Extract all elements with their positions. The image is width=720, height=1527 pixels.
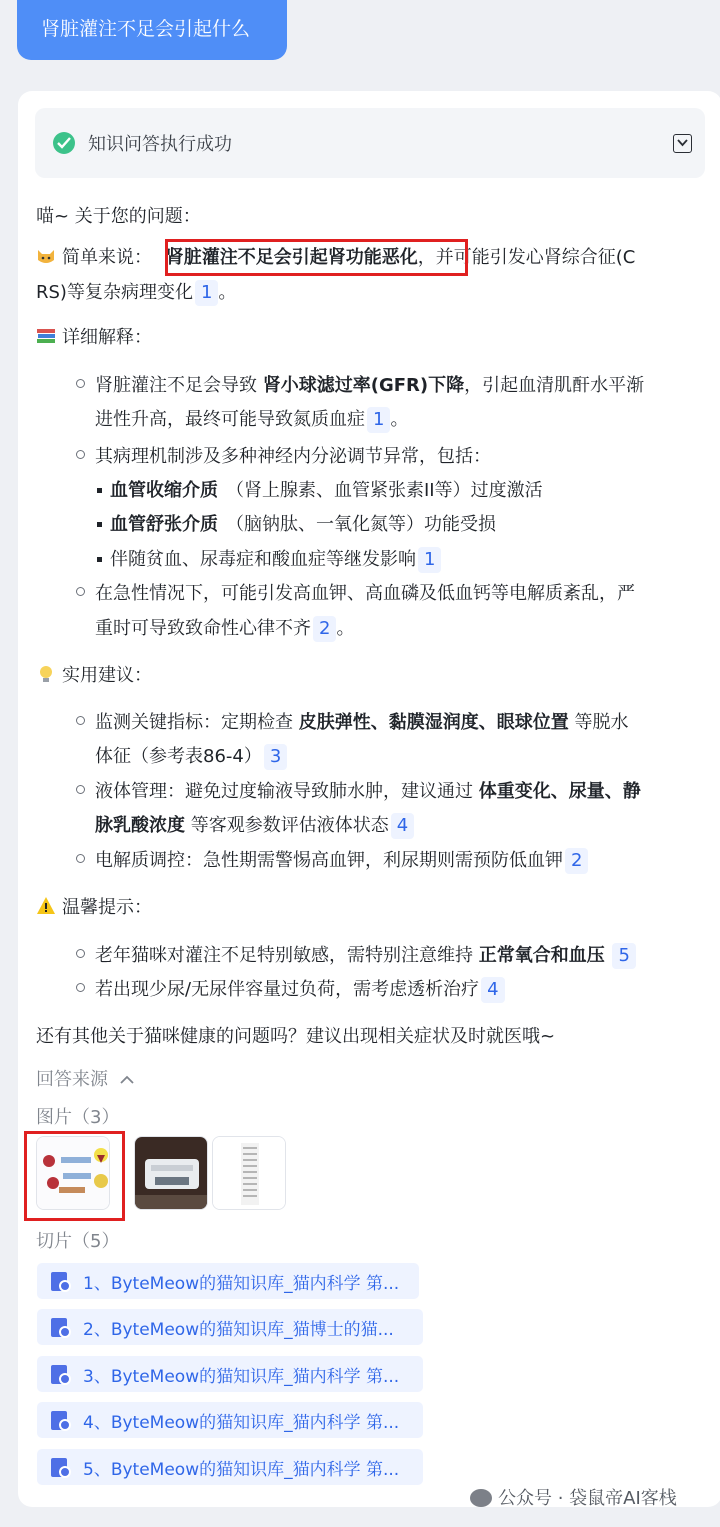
citation-badge[interactable]: 2 xyxy=(313,616,336,642)
wechat-icon xyxy=(470,1489,492,1507)
watermark-text: 公众号 · 袋鼠帝AI客栈 xyxy=(498,1488,677,1509)
check-icon xyxy=(53,132,75,154)
image-thumbnail-3[interactable] xyxy=(212,1136,286,1210)
greeting: 喵~ 关于您的问题： xyxy=(36,206,201,227)
bullet-dot xyxy=(76,854,85,863)
detail-sub-2 xyxy=(110,508,496,542)
detail-item-3-line-1: 在急性情况下，可能引发高血钾、高血磷及低血钙等电解质紊乱，严 xyxy=(95,583,635,604)
d3-text-b: 重时可导致致命性心律不齐 xyxy=(95,618,311,639)
detail-sub-3 xyxy=(110,543,441,577)
sources-label: 回答来源 xyxy=(36,1069,108,1090)
sub-bullet xyxy=(97,557,102,562)
a1-text: 监测关键指标：定期检查 xyxy=(95,712,293,733)
bullet-dot xyxy=(76,949,85,958)
a2-bold-2: 脉乳酸浓度 xyxy=(95,815,185,836)
images-label: 图片（3） xyxy=(36,1107,120,1128)
sub2-rest: （脑钠肽、一氧化氮等）功能受损 xyxy=(226,514,496,535)
advice-item-1-line-2 xyxy=(95,740,287,774)
tip-item-2 xyxy=(95,973,505,1007)
citation-badge[interactable]: 4 xyxy=(481,977,504,1003)
slice-label: 1、ByteMeow的猫知识库_猫内科学 第... xyxy=(83,1274,400,1294)
detail-sub-1 xyxy=(110,474,543,508)
tip-title-text: 温馨提示： xyxy=(62,897,152,918)
slice-item[interactable] xyxy=(37,1263,419,1299)
detail-title xyxy=(36,321,152,355)
watermark xyxy=(470,1484,677,1510)
a2-bold: 体重变化、尿量、静 xyxy=(478,781,641,802)
document-search-icon xyxy=(51,1365,67,1384)
status-text: 知识问答执行成功 xyxy=(88,134,232,155)
tip-item-1 xyxy=(95,939,636,973)
status-bar xyxy=(35,108,705,178)
detail-title-text: 详细解释： xyxy=(62,327,152,348)
a2-text: 液体管理：避免过度输液导致肺水肿，建议通过 xyxy=(95,781,473,802)
bullet-dot xyxy=(76,379,85,388)
chevron-up-icon xyxy=(120,1075,134,1085)
slices-label: 切片（5） xyxy=(36,1231,120,1252)
closing-text: 还有其他关于猫咪健康的问题吗？建议出现相关症状及时就医哦~ xyxy=(36,1026,556,1047)
sub1-bold: 血管收缩介质 xyxy=(110,480,218,501)
citation-badge[interactable]: 3 xyxy=(264,744,287,770)
document-search-icon xyxy=(51,1458,67,1477)
bullet-dot xyxy=(76,587,85,596)
bullet-dot xyxy=(76,716,85,725)
document-search-icon xyxy=(51,1318,67,1337)
citation-badge[interactable]: 5 xyxy=(612,943,635,969)
detail-item-3-line-2 xyxy=(95,612,354,646)
advice-item-1-line-1 xyxy=(95,706,628,740)
advice-title xyxy=(36,659,152,693)
cat-face-icon xyxy=(36,244,56,264)
d1-end: 。 xyxy=(390,409,409,430)
citation-badge[interactable]: 1 xyxy=(367,407,390,433)
a2-text-b: 等客观参数评估液体状态 xyxy=(190,815,389,836)
bullet-dot xyxy=(76,785,85,794)
summary-highlight: 肾脏灌注不足会引起肾功能恶化 xyxy=(165,247,418,268)
citation-badge[interactable]: 4 xyxy=(391,813,414,839)
detail-item-1-line-1 xyxy=(95,369,644,403)
t1-text: 老年猫咪对灌注不足特别敏感，需特别注意维持 xyxy=(95,945,473,966)
summary-end: 。 xyxy=(218,282,237,303)
slice-item[interactable] xyxy=(37,1402,423,1438)
sub-bullet xyxy=(97,488,102,493)
advice-item-3 xyxy=(95,844,588,878)
answer-card xyxy=(18,91,720,1507)
summary-rest-2: RS)等复杂病理变化 xyxy=(36,282,193,303)
advice-title-text: 实用建议： xyxy=(62,665,152,686)
a1-bold: 皮肤弹性、黏膜湿润度、眼球位置 xyxy=(298,712,569,733)
summary-label: 简单来说： xyxy=(62,247,152,268)
d3-end: 。 xyxy=(336,618,355,639)
sub-bullet xyxy=(97,522,102,527)
a1-text-c: 体征（参考表86-4） xyxy=(95,746,262,767)
image-thumbnail-2[interactable] xyxy=(134,1136,208,1210)
slice-item[interactable] xyxy=(37,1356,423,1392)
document-search-icon xyxy=(51,1411,67,1430)
sub1-rest: （肾上腺素、血管紧张素II等）过度激活 xyxy=(226,480,543,501)
slice-label: 5、ByteMeow的猫知识库_猫内科学 第... xyxy=(83,1460,400,1480)
citation-badge[interactable]: 1 xyxy=(418,547,441,573)
d1-text-b: ，引起血清肌酐水平渐 xyxy=(464,375,645,396)
slice-label: 4、ByteMeow的猫知识库_猫内科学 第... xyxy=(83,1413,400,1433)
d1-bold: 肾小球滤过率(GFR)下降 xyxy=(262,375,465,396)
user-question-bubble: 肾脏灌注不足会引起什么 xyxy=(17,0,287,60)
bullet-dot xyxy=(76,450,85,459)
collapse-toggle-icon[interactable] xyxy=(673,134,692,153)
detail-item-1-line-2 xyxy=(95,403,408,437)
t1-bold: 正常氧合和血压 xyxy=(478,945,605,966)
summary-rest: ，并可能引发心肾综合征(C xyxy=(417,247,636,268)
advice-item-2-line-1 xyxy=(95,775,641,809)
d1-text-c: 进性升高，最终可能导致氮质血症 xyxy=(95,409,365,430)
sub2-bold: 血管舒张介质 xyxy=(110,514,218,535)
t2-text: 若出现少尿/无尿伴容量过负荷，需考虑透析治疗 xyxy=(95,979,480,1000)
tip-title xyxy=(36,891,152,925)
citation-badge[interactable]: 2 xyxy=(565,848,588,874)
a1-text-b: 等脱水 xyxy=(574,712,629,733)
slice-item[interactable] xyxy=(37,1309,423,1345)
summary-line-2 xyxy=(36,276,236,310)
citation-badge[interactable]: 1 xyxy=(195,280,218,306)
sources-toggle[interactable] xyxy=(36,1065,134,1091)
slice-label: 2、ByteMeow的猫知识库_猫博士的猫... xyxy=(83,1320,394,1340)
document-search-icon xyxy=(51,1272,67,1291)
sub3-text: 伴随贫血、尿毒症和酸血症等继发影响 xyxy=(110,549,416,570)
highlight-box-summary xyxy=(165,239,468,276)
warning-icon xyxy=(36,894,56,914)
bullet-dot xyxy=(76,983,85,992)
light-bulb-icon xyxy=(36,662,56,682)
d1-text: 肾脏灌注不足会导致 xyxy=(95,375,257,396)
advice-item-2-line-2 xyxy=(95,809,414,843)
slice-label: 3、ByteMeow的猫知识库_猫内科学 第... xyxy=(83,1367,400,1387)
detail-item-2: 其病理机制涉及多种神经内分泌调节异常，包括： xyxy=(95,446,491,467)
slice-item[interactable] xyxy=(37,1449,423,1485)
highlight-box-image xyxy=(24,1131,125,1221)
books-icon xyxy=(36,324,56,344)
a3-text: 电解质调控：急性期需警惕高血钾，利尿期则需预防低血钾 xyxy=(95,850,563,871)
